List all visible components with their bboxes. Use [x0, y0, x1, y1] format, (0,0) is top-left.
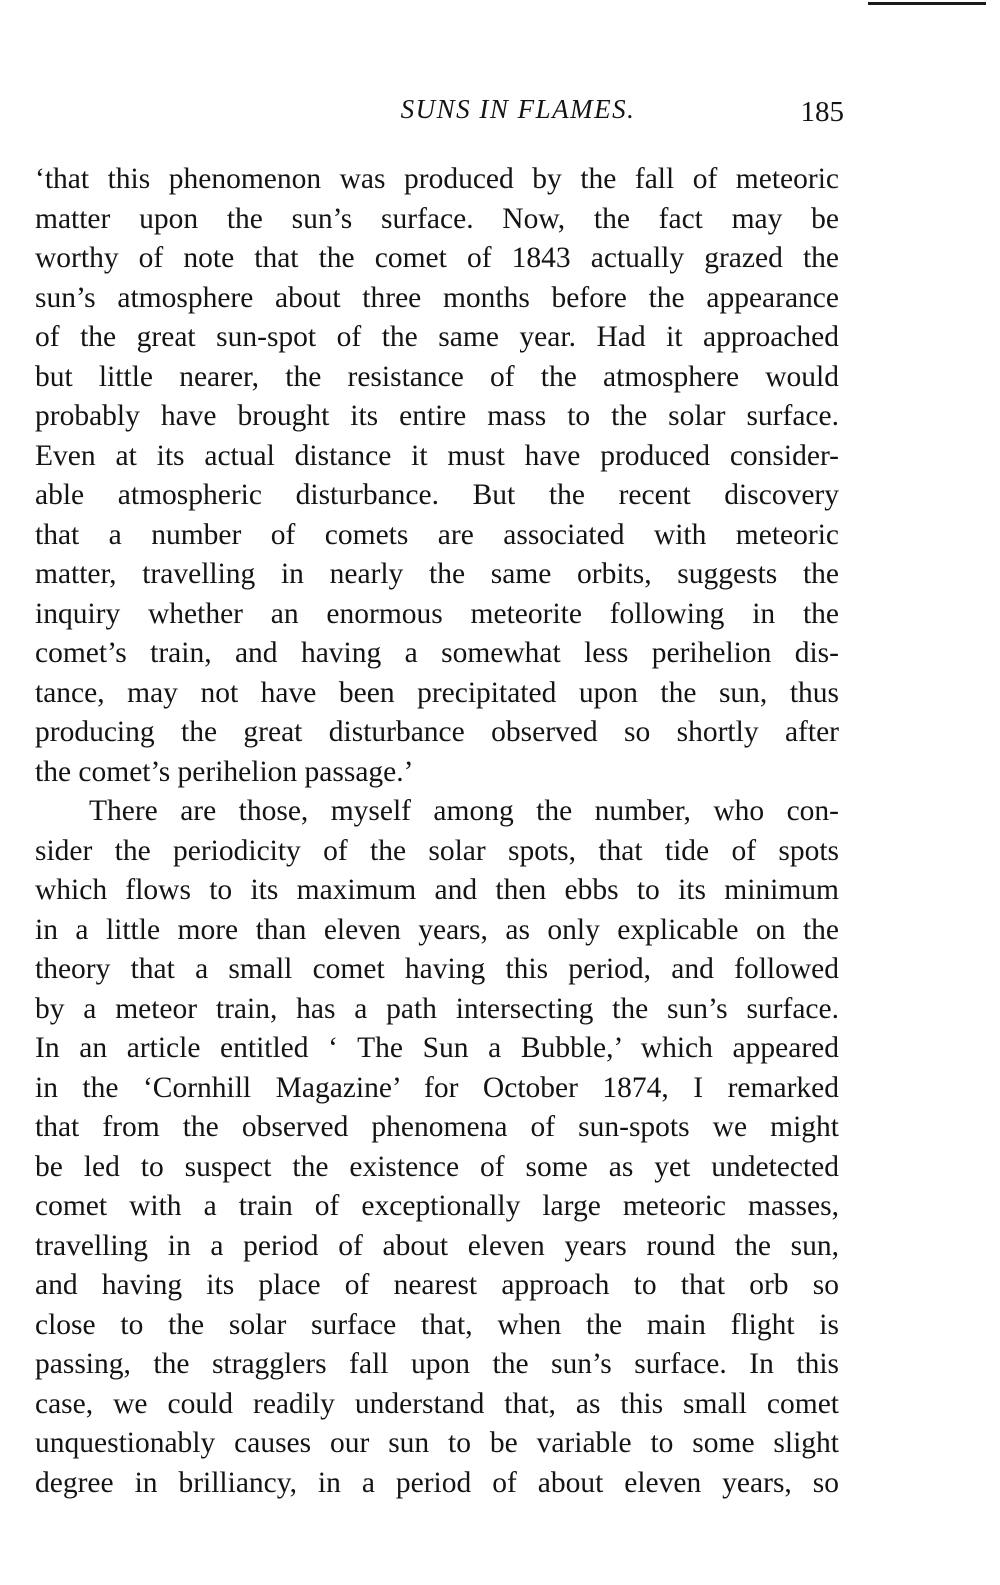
text-line: sider the periodicity of the solar spots, that tide of spots: [35, 834, 839, 867]
text-line: theory that a small comet having this period, and followed: [35, 953, 839, 985]
text-line: in a little more than eleven years, as only explicable on the: [35, 913, 839, 946]
text-line: able atmospheric disturbance. But the recent discovery: [35, 479, 839, 511]
page-number: 185: [800, 96, 844, 128]
text-line: ‘that this phenomenon was produced by the fall of meteoric: [35, 163, 839, 195]
text-line: comet’s train, and having a somewhat less perihelion dis-: [35, 637, 839, 669]
text-line: unquestionably causes our sun to be variable to some slight: [35, 1427, 839, 1459]
text-line: the comet’s perihelion passage.’: [35, 755, 414, 788]
text-line: by a meteor train, has a path intersecting the sun’s surface.: [35, 992, 839, 1025]
text-line: passing, the stragglers fall upon the sun’s surface. In this: [35, 1348, 839, 1380]
text-line: worthy of note that the comet of 1843 actually grazed the: [35, 242, 839, 274]
paragraph-2: [35, 792, 839, 1503]
text-line: that a number of comets are associated with meteoric: [35, 518, 839, 551]
text-line: be led to suspect the existence of some as yet undetected: [35, 1150, 839, 1183]
text-line: degree in brilliancy, in a period of about eleven years, so: [35, 1466, 839, 1499]
text-line: matter, travelling in nearly the same orbits, suggests the: [35, 558, 839, 590]
text-line: Even at its actual distance it must have produced consider-: [35, 439, 839, 472]
text-line: case, we could readily understand that, as this small comet: [35, 1387, 839, 1420]
top-edge-rule: [868, 2, 986, 5]
text-line: matter upon the sun’s surface. Now, the fact may be: [35, 202, 839, 235]
text-line: of the great sun-spot of the same year. Had it approached: [35, 321, 839, 353]
paragraph-1: [35, 160, 839, 792]
text-line: and having its place of nearest approach to that orb so: [35, 1269, 839, 1301]
text-line: There are those, myself among the number, who con-: [89, 795, 839, 827]
text-line: In an article entitled ‘ The Sun a Bubble,’ which appeared: [35, 1032, 839, 1064]
text-line: inquiry whether an enormous meteorite following in the: [35, 597, 839, 630]
text-line: probably have brought its entire mass to the solar surface.: [35, 400, 839, 432]
text-line: comet with a train of exceptionally large meteoric masses,: [35, 1190, 839, 1222]
text-line: close to the solar surface that, when the main flight is: [35, 1308, 839, 1341]
text-line: which flows to its maximum and then ebbs to its minimum: [35, 874, 839, 906]
text-line: travelling in a period of about eleven years round the sun,: [35, 1229, 839, 1262]
page-text: [35, 160, 839, 1503]
text-line: producing the great disturbance observed so shortly after: [35, 716, 839, 748]
page-header: [0, 94, 1000, 134]
running-head: SUNS IN FLAMES.: [400, 94, 636, 124]
text-line: that from the observed phenomena of sun-spots we might: [35, 1111, 839, 1143]
text-line: but little nearer, the resistance of the atmosphere would: [35, 360, 839, 393]
text-line: in the ‘Cornhill Magazine’ for October 1874, I remarked: [35, 1071, 839, 1104]
text-line: tance, may not have been precipitated upon the sun, thus: [35, 676, 839, 709]
text-line: sun’s atmosphere about three months before the appearance: [35, 281, 839, 314]
